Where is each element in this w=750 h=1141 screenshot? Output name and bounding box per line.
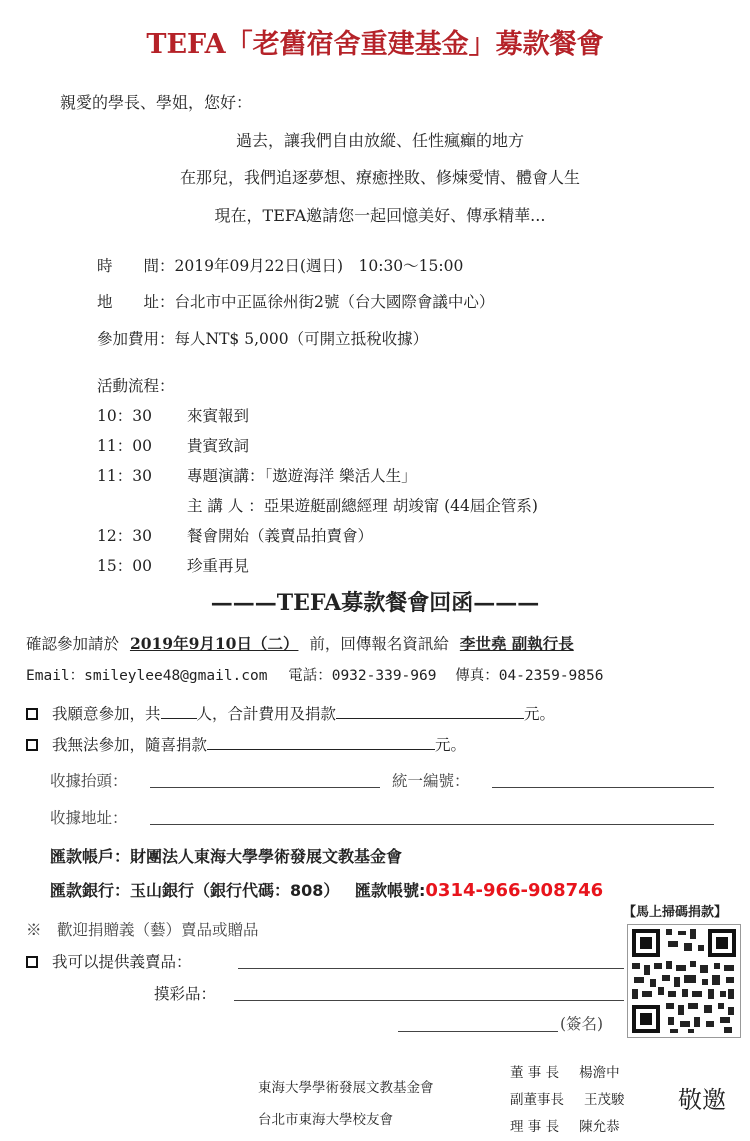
organizer-alumni: 台北市東海大學校友會 [258, 1112, 393, 1128]
receipt-title-label: 收據抬頭： [50, 772, 128, 790]
schedule-time: 10：30 [97, 407, 152, 425]
tax-id-field[interactable] [492, 787, 714, 788]
detail-label: 參加費用： [97, 330, 175, 348]
organizer-foundation: 東海大學學術發展文教基金會 [258, 1080, 434, 1096]
attend-checkbox[interactable] [26, 708, 38, 720]
detail-time [97, 254, 463, 276]
option-text: 元。 [524, 705, 556, 723]
confirm-middle: 前，回傳報名資訊給 [309, 635, 449, 653]
donate-note: ※ 歡迎捐贈義（藝）賣品或贈品 [26, 921, 259, 939]
confirm-deadline: 2019年9月10日（二） [129, 634, 299, 653]
page-title: TEFA「老舊宿舍重建基金」募款餐會 [146, 29, 604, 60]
contact-line [26, 664, 603, 685]
reply-title: ———TEFA募款餐會回函——— [210, 590, 540, 616]
signatory-row [510, 1060, 625, 1087]
donate-checkbox[interactable] [26, 739, 38, 751]
qr-code-icon [628, 925, 740, 1037]
detail-value: 台北市中正區徐州街2號（台大國際會議中心） [174, 293, 495, 311]
account-label: 匯款帳戶： [50, 847, 131, 866]
option-attend [26, 702, 555, 724]
raffle-label: 摸彩品： [154, 985, 217, 1003]
account-value: 財團法人東海大學學術發展文教基金會 [130, 847, 403, 866]
schedule-item: 珍重再見 [187, 557, 250, 575]
signatory-name: 王茂駿 [584, 1092, 625, 1108]
provide-checkbox[interactable] [26, 956, 38, 968]
signatory-row [510, 1087, 625, 1114]
signatory-role: 理 事 長 [510, 1119, 560, 1135]
option-donate [26, 733, 466, 755]
schedule-time: 15：00 [97, 557, 152, 575]
schedule-item: 來賓報到 [187, 407, 250, 425]
option-text: 我願意參加，共 [52, 705, 161, 723]
detail-value: 2019年09月22日(週日) 10:30～15:00 [174, 257, 464, 275]
receipt-address-label: 收據地址： [50, 809, 128, 827]
account-number: 0314-966-908746 [425, 880, 604, 901]
account-no-label: 匯款帳號: [355, 881, 426, 900]
provide-label: 我可以提供義賣品： [52, 953, 192, 971]
qr-code[interactable] [627, 924, 741, 1038]
option-text: 我無法參加，隨喜捐款 [52, 736, 208, 754]
intro-line: 現在，TEFA邀請您一起回憶美好、傳承精華... [214, 206, 546, 225]
signatory-role: 董 事 長 [510, 1065, 560, 1081]
raffle-field[interactable] [234, 1000, 624, 1001]
confirm-prefix: 確認參加請於 [26, 635, 120, 653]
option-text: 元。 [435, 736, 467, 754]
schedule-item: 專題演講：「遨遊海洋 樂活人生」 [187, 467, 417, 485]
bank-label: 匯款銀行： [50, 881, 131, 900]
respect-closing: 敬邀 [678, 1086, 726, 1114]
schedule-time: 11：00 [97, 437, 152, 455]
confirm-line [26, 632, 574, 654]
tax-id-label: 統一編號： [392, 772, 470, 790]
bank-line [50, 878, 603, 901]
receipt-title-field[interactable] [150, 787, 380, 788]
donation-amount-field[interactable] [207, 734, 435, 750]
schedule-item: 貴賓致詞 [187, 437, 250, 455]
schedule-speaker: 主 講 人 ：亞果遊艇副總經理 胡竣甯 (44屆企管系) [187, 497, 538, 515]
contact-fax: 傳真：04-2359-9856 [455, 668, 604, 684]
contact-email: Email：smileylee48@gmail.com [26, 668, 268, 684]
signatory-role: 副董事長 [510, 1092, 564, 1108]
signatory-list [510, 1060, 625, 1141]
provide-field[interactable] [238, 968, 624, 969]
receipt-address-field[interactable] [150, 824, 714, 825]
detail-label: 時 間： [97, 257, 175, 275]
greeting: 親愛的學長、學姐，您好： [60, 93, 253, 112]
schedule-title: 活動流程： [97, 377, 175, 395]
signatory-name: 楊澹中 [579, 1065, 620, 1081]
total-amount-field[interactable] [336, 703, 524, 719]
confirm-contact: 李世堯 副執行長 [459, 634, 574, 653]
intro-line: 過去，讓我們自由放縱、任性瘋癲的地方 [235, 131, 524, 150]
signatory-row [510, 1114, 625, 1141]
account-line [50, 844, 402, 867]
schedule-time: 11：30 [97, 467, 152, 485]
schedule-time: 12：30 [97, 527, 152, 545]
qr-label: 【馬上掃碼捐款】 [623, 905, 728, 920]
detail-fee [97, 327, 428, 349]
detail-label: 地 址： [97, 293, 175, 311]
attendee-count-field[interactable] [161, 703, 197, 719]
detail-value: 每人NT$ 5,000（可開立抵稅收據） [174, 330, 429, 348]
provide-line [26, 950, 192, 972]
signatory-name: 陳允恭 [579, 1119, 620, 1135]
intro-line: 在那兒，我們追逐夢想、療癒挫敗、修煉愛情、體會人生 [179, 168, 580, 187]
schedule-item: 餐會開始（義賣品拍賣會） [187, 527, 374, 545]
signature-field[interactable] [398, 1031, 558, 1032]
bank-value: 玉山銀行（銀行代碼：808） [130, 881, 340, 900]
detail-address [97, 290, 494, 312]
signature-label: (簽名) [560, 1015, 604, 1033]
option-text: 人，合計費用及捐款 [196, 705, 337, 723]
contact-phone: 電話：0932-339-969 [288, 668, 437, 684]
